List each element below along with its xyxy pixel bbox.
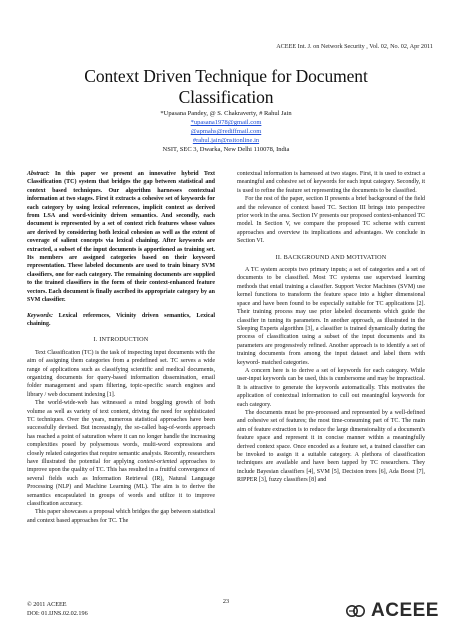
author-names: *Upasana Pandey, @ S. Chakraverty, # Rahul Jain — [160, 110, 292, 117]
title-line-1: Context Driven Technique for Document — [84, 66, 368, 86]
footer-copyright: © 2011 ACEEE — [27, 601, 67, 608]
abstract — [27, 170, 215, 305]
right-paragraph-1: contextual information is harnessed at two stages. First, it is used to extract a meaningful and cohesive set of keywords for each input category. Secondly, it is used to refine the feature set representing the documents to be classified. — [237, 171, 425, 194]
right-paragraph-3: A TC system accepts two primary inputs; a set of categories and a set of documents to be classified. Most TC systems use supervised learning methods that entail training a classifier. Support Vector Machines (SVM) use kernel functions to transform the feature space into a higher dimensional space and have been found to be especially suitable for TC applications [2]. Their training process may use prior labeled documents which guide the classifier in tuning its parameters. In another approach, as illustrated in the Sleeping Experts algorithm [3], a classifier is trained dynamically during the process of classification using a subset of the input documents and its parameters are progressively refined. Another approach is to identify a set of training documents from among the input dataset and label them with keyword- matched categories. — [237, 267, 425, 366]
authors-block — [0, 109, 452, 154]
paper-title — [0, 66, 452, 108]
intro-paragraph-3: This paper showcases a proposal which bridges the gap between statistical and context based approaches for TC. The — [27, 509, 215, 524]
publisher-logo-text: ACEEE — [371, 600, 439, 621]
intro-paragraph-2-part-b: approaches to improve upon the quality of TC. This has resulted in a fruitful convergence of several fields such as Information Retrieval (IR), Natural Language Processing (NLP) and Machine Learning (ML). The aim is to derive the semantics encapsulated in groups of words and utilize it to improve classification accuracy. — [27, 459, 215, 508]
keywords-text: Lexical references, Vicinity driven semantics, Lexical chaining. — [27, 312, 215, 327]
keywords — [27, 312, 215, 329]
author-email-1[interactable]: *upasana1978@gmail.com — [190, 119, 262, 126]
section-heading-introduction: I. INTRODUCTION — [93, 336, 149, 344]
right-column — [237, 170, 425, 485]
publisher-logo — [346, 600, 439, 622]
footer-doi: DOI: 01.IJNS.02.02.196 — [27, 609, 88, 617]
right-paragraph-4: A concern here is to derive a set of keywords for each category. While user-input keywords can be used, this is cumbersome and may be impractical. It is attractive to generate the keywords automatically. This motivates the application of contextual information to cull out meaningful keywords for each category. — [237, 367, 425, 408]
abstract-label: Abstract: — [27, 171, 50, 177]
right-paragraph-5: The documents must be pre-processed and represented by a well-defined and cohesive set of features; the most time-consuming part of TC. The main aim of feature extraction is to reduce the large dimensionality of a document's feature space and represent it in concise manner within a meaningfully derived context space. Once encoded as a feature set, a trained classifier can be invoked to assign it a suitable category. A plethora of classification techniques are available and have been tapped by TC researchers. They include Bayesian classifiers [4], SVM [5], Decision trees [6], Ada Boost [7], RIPPER [3], fuzzy classifiers [8] and — [237, 409, 425, 484]
intro-paragraph-2-emphasis: context-oriented — [137, 459, 177, 465]
author-email-3[interactable]: #rahul.jain@nsitonline.in — [192, 137, 260, 144]
page-number: 23 — [222, 598, 230, 605]
title-line-2: Classification — [178, 87, 274, 107]
left-column — [27, 170, 215, 525]
abstract-text: In this paper we present an innovative hybrid Text Classification (TC) system that bridges the gap between statistical and context based techniques. Our algorithm harnesses contextual information at two stages. First it extracts a cohesive set of keywords for each category by using lexical references, implicit context as derived from LSA and word-vicinity driven semantics. And secondly, each document is represented by a set of context rich features whose values are derived by considering both lexical cohesion as well as the extent of coverage of salient concepts via lexical chaining. After keywords are extracted, a subset of the input documents is apportioned as training set. Its members are assigned categories based on their keyword representation. These labeled documents are used to train binary SVM classifiers, one for each category. The remaining documents are supplied to the trained classifiers in the form of their context-enhanced feature vectors. Each document is finally ascribed its appropriate category by an SVM classifier. — [27, 171, 215, 304]
keywords-label: Keywords: — [27, 312, 53, 319]
intro-paragraph-1: Text Classification (TC) is the task of inspecting input documents with the aim of assigning them categories from a predefined set. TC serves a wide range of applications such as classifying scientific and medical documents, organizing documents for query-based information dissemination, email folder management and spam filtering, topic-specific search engines and library / web document indexing [1]. — [27, 349, 215, 398]
intro-paragraph-2 — [27, 399, 215, 508]
author-email-2[interactable]: @apmahs@rediffmail.com — [190, 128, 262, 135]
intro-paragraph-2-part-a: The world-wide-web has witnessed a mind boggling growth of both volume as well as variety of text content, driving the need for sophisticated TC techniques. Over the years, numerous statistical approaches have been successfully devised. But increasingly, the so-called bag-of-words approach has reached a point of saturation where it can no longer handle the increasing complexities posed by polysemous words, multi-word expressions and closely related categories that require semantic analysis. Recently, researchers have illustrated the potential for applying — [27, 400, 215, 465]
author-affiliation: NSIT, SEC 3, Dwarka, New Delhi 110078, India — [162, 146, 290, 153]
journal-header: ACEEE Int. J. on Network Security , Vol. 02, No. 02, Apr 2011 — [276, 43, 433, 50]
section-heading-background: II. BACKGROUND AND MOTIVATION — [275, 253, 387, 261]
right-paragraph-2: For the rest of the paper, section II presents a brief background of the field and the relevance of context based TC. Section III brings into perspective prior work in the area. Section IV presents our proposed context-enhanced TC model. In Section V, we compare the proposed TC scheme with current approaches and overview its implications and advantages. We conclude in Section VI. — [237, 196, 425, 245]
publisher-logo-mark-icon — [346, 603, 368, 619]
